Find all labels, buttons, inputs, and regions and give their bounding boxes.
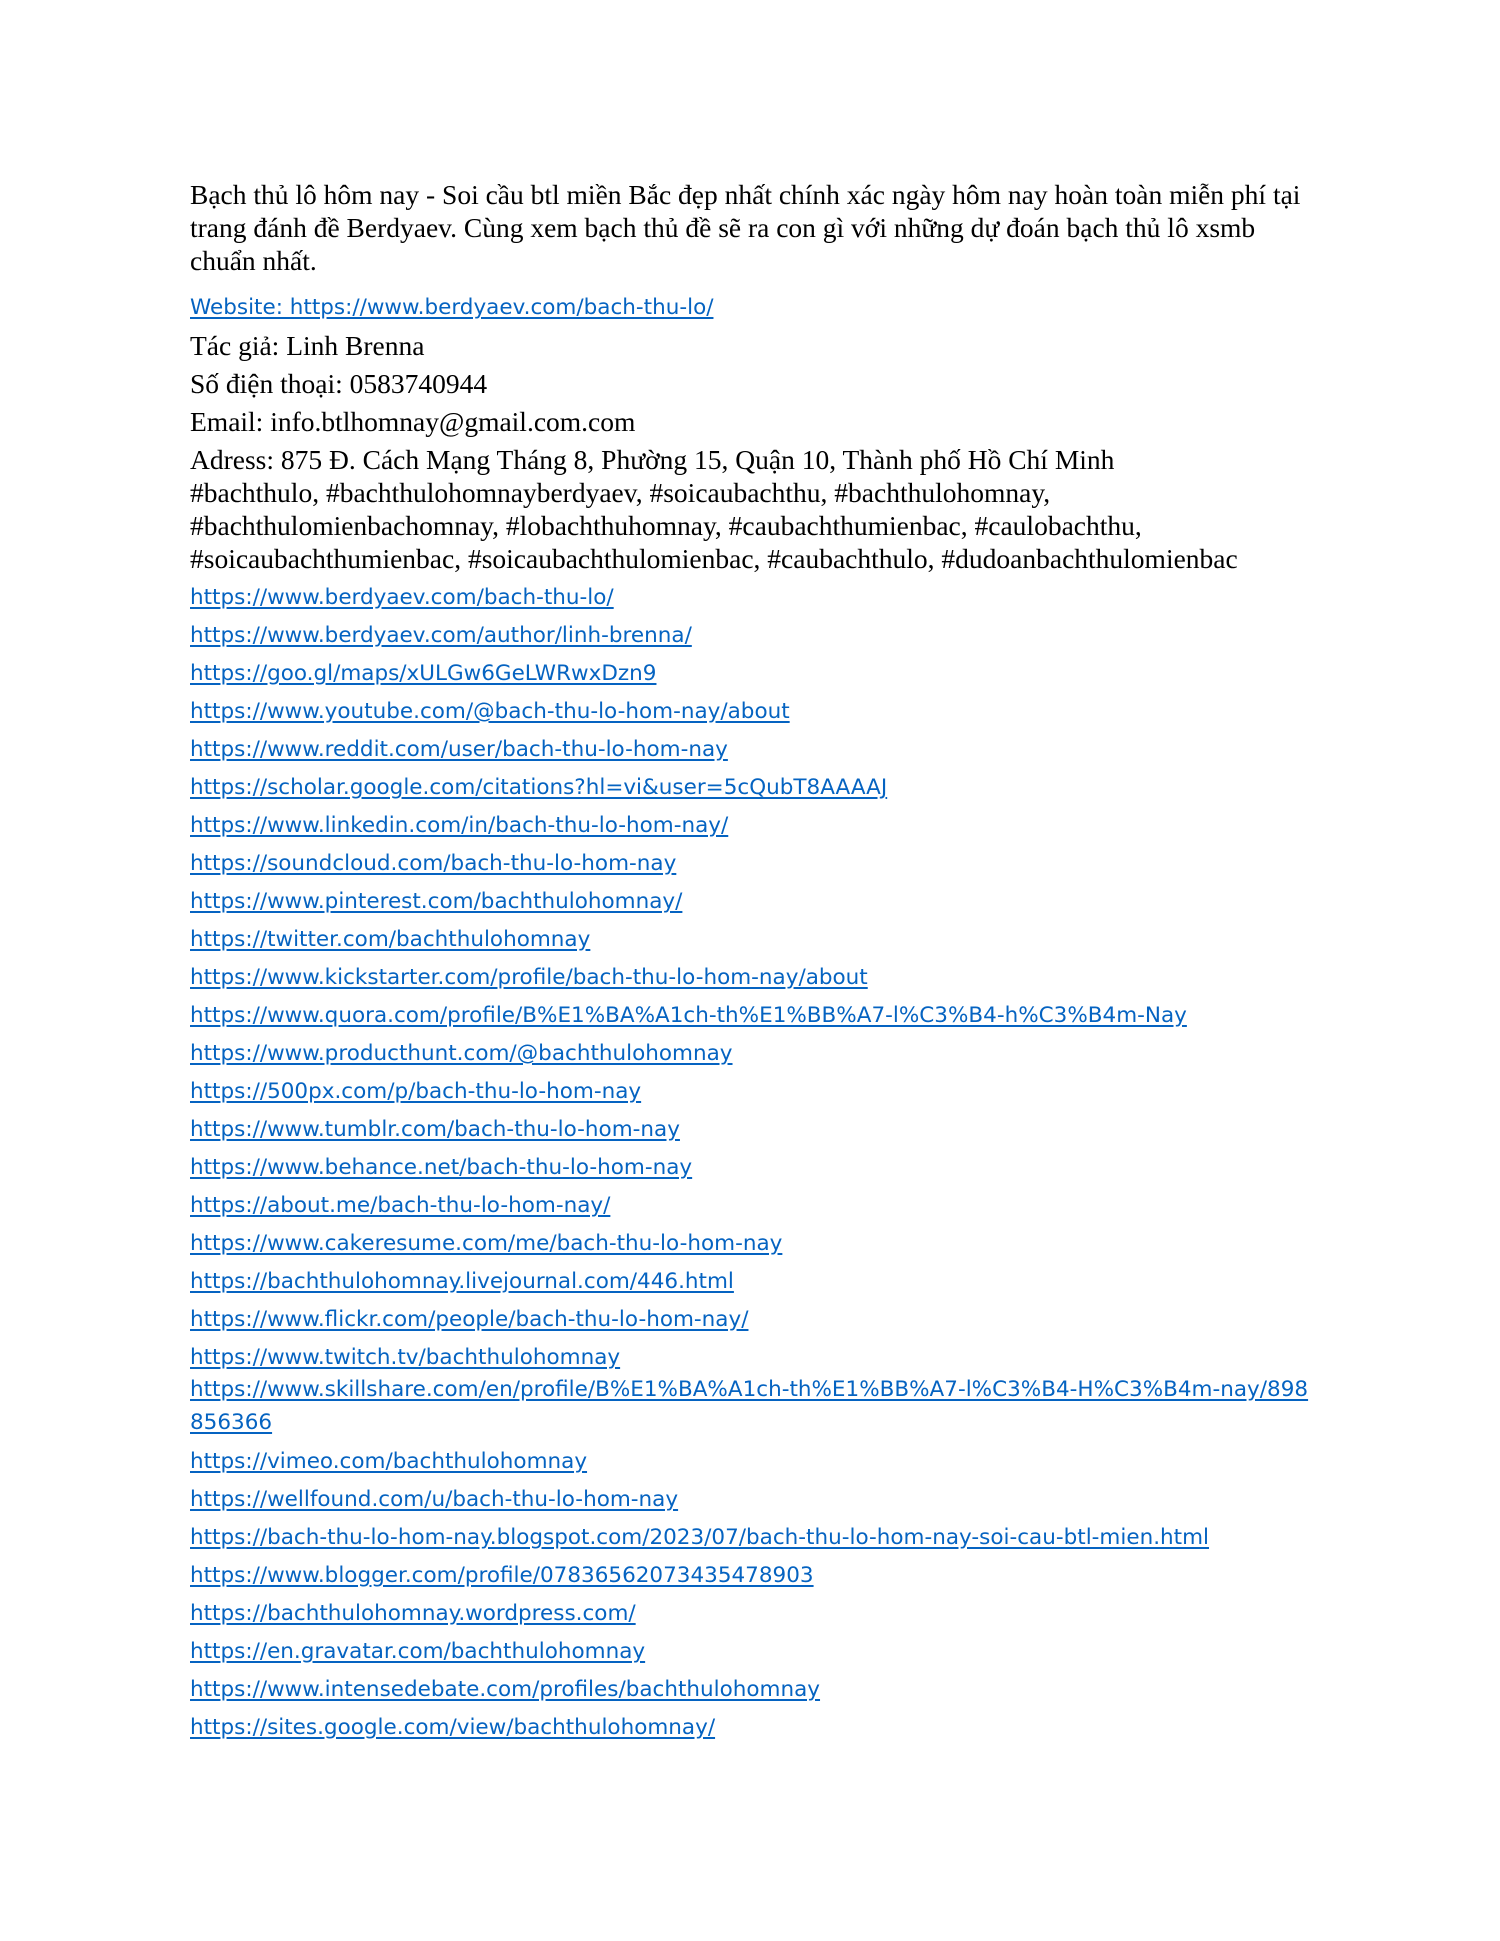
link-producthunt[interactable]: https://www.producthunt.com/@bachthulohomnay (190, 1041, 733, 1066)
link-flickr[interactable]: https://www.flickr.com/people/bach-thu-lo-hom-nay/ (190, 1307, 749, 1332)
link-500px[interactable]: https://500px.com/p/bach-thu-lo-hom-nay (190, 1079, 642, 1104)
address-line: Adress: 875 Đ. Cách Mạng Tháng 8, Phường 15, Quận 10, Thành phố Hồ Chí Minh (190, 444, 1115, 475)
link-cakeresume[interactable]: https://www.cakeresume.com/me/bach-thu-lo-hom-nay (190, 1231, 783, 1256)
link-gravatar[interactable]: https://en.gravatar.com/bachthulohomnay (190, 1639, 646, 1664)
link-berdyaev-bach-thu-lo[interactable]: https://www.berdyaev.com/bach-thu-lo/ (190, 585, 614, 610)
link-reddit[interactable]: https://www.reddit.com/user/bach-thu-lo-hom-nay (190, 737, 728, 762)
phone-line: Số điện thoại: 0583740944 (190, 368, 488, 399)
link-list (190, 579, 1320, 1747)
author-line: Tác giả: Linh Brenna (190, 330, 425, 361)
hashtag-line: #bachthulomienbachomnay, #lobachthuhomnay, #caubachthumienbac, #caulobachthu, (190, 510, 1142, 541)
link-soundcloud[interactable]: https://soundcloud.com/bach-thu-lo-hom-nay (190, 851, 677, 876)
link-tumblr[interactable]: https://www.tumblr.com/bach-thu-lo-hom-nay (190, 1117, 680, 1142)
link-google-maps[interactable]: https://goo.gl/maps/xULGw6GeLWRwxDzn9 (190, 661, 657, 686)
link-linkedin[interactable]: https://www.linkedin.com/in/bach-thu-lo-hom-nay/ (190, 813, 729, 838)
link-youtube[interactable]: https://www.youtube.com/@bach-thu-lo-hom-nay/about (190, 699, 790, 724)
link-twitch[interactable]: https://www.twitch.tv/bachthulohomnay (190, 1345, 621, 1370)
email-line: Email: info.btlhomnay@gmail.com.com (190, 406, 636, 437)
document-page (190, 178, 1320, 1747)
hashtag-line: #bachthulo, #bachthulohomnayberdyaev, #soicaubachthu, #bachthulohomnay, (190, 477, 1051, 508)
link-vimeo[interactable]: https://vimeo.com/bachthulohomnay (190, 1449, 588, 1474)
link-blogger[interactable]: https://www.blogger.com/profile/07836562073435478903 (190, 1563, 814, 1588)
link-about-me[interactable]: https://about.me/bach-thu-lo-hom-nay/ (190, 1193, 611, 1218)
link-wordpress[interactable]: https://bachthulohomnay.wordpress.com/ (190, 1601, 636, 1626)
hashtag-line: #soicaubachthumienbac, #soicaubachthulomienbac, #caubachthulo, #dudoanbachthulomienbac (190, 543, 1238, 574)
link-behance[interactable]: https://www.behance.net/bach-thu-lo-hom-nay (190, 1155, 693, 1180)
website-link[interactable]: Website: https://www.berdyaev.com/bach-thu-lo/ (190, 295, 714, 320)
address-hashtag-block (190, 443, 1320, 575)
link-intensedebate[interactable]: https://www.intensedebate.com/profiles/bachthulohomnay (190, 1677, 821, 1702)
link-skillshare[interactable]: https://www.skillshare.com/en/profile/B%E1%BA%A1ch-th%E1%BB%A7-l%C3%B4-H%C3%B4m-nay/898856366 (190, 1377, 1309, 1435)
link-kickstarter[interactable]: https://www.kickstarter.com/profile/bach-thu-lo-hom-nay/about (190, 965, 868, 990)
intro-paragraph: Bạch thủ lô hôm nay - Soi cầu btl miền Bắc đẹp nhất chính xác ngày hôm nay hoàn toàn miễn phí tại trang đánh đề Berdyaev. Cùng xem bạch thủ đề sẽ ra con gì với những dự đoán bạch thủ lô xsmb chuẩn nhất. (190, 179, 1301, 276)
link-google-sites[interactable]: https://sites.google.com/view/bachthulohomnay/ (190, 1715, 716, 1740)
link-pinterest[interactable]: https://www.pinterest.com/bachthulohomnay/ (190, 889, 683, 914)
link-google-scholar[interactable]: https://scholar.google.com/citations?hl=vi&user=5cQubT8AAAAJ (190, 775, 888, 800)
link-twitter[interactable]: https://twitter.com/bachthulohomnay (190, 927, 591, 952)
link-blogspot[interactable]: https://bach-thu-lo-hom-nay.blogspot.com/2023/07/bach-thu-lo-hom-nay-soi-cau-btl-mien.html (190, 1525, 1210, 1550)
link-livejournal[interactable]: https://bachthulohomnay.livejournal.com/446.html (190, 1269, 734, 1294)
link-wellfound[interactable]: https://wellfound.com/u/bach-thu-lo-hom-nay (190, 1487, 679, 1512)
link-quora[interactable]: https://www.quora.com/profile/B%E1%BA%A1ch-th%E1%BB%A7-l%C3%B4-h%C3%B4m-Nay (190, 1003, 1187, 1028)
link-berdyaev-author[interactable]: https://www.berdyaev.com/author/linh-brenna/ (190, 623, 692, 648)
